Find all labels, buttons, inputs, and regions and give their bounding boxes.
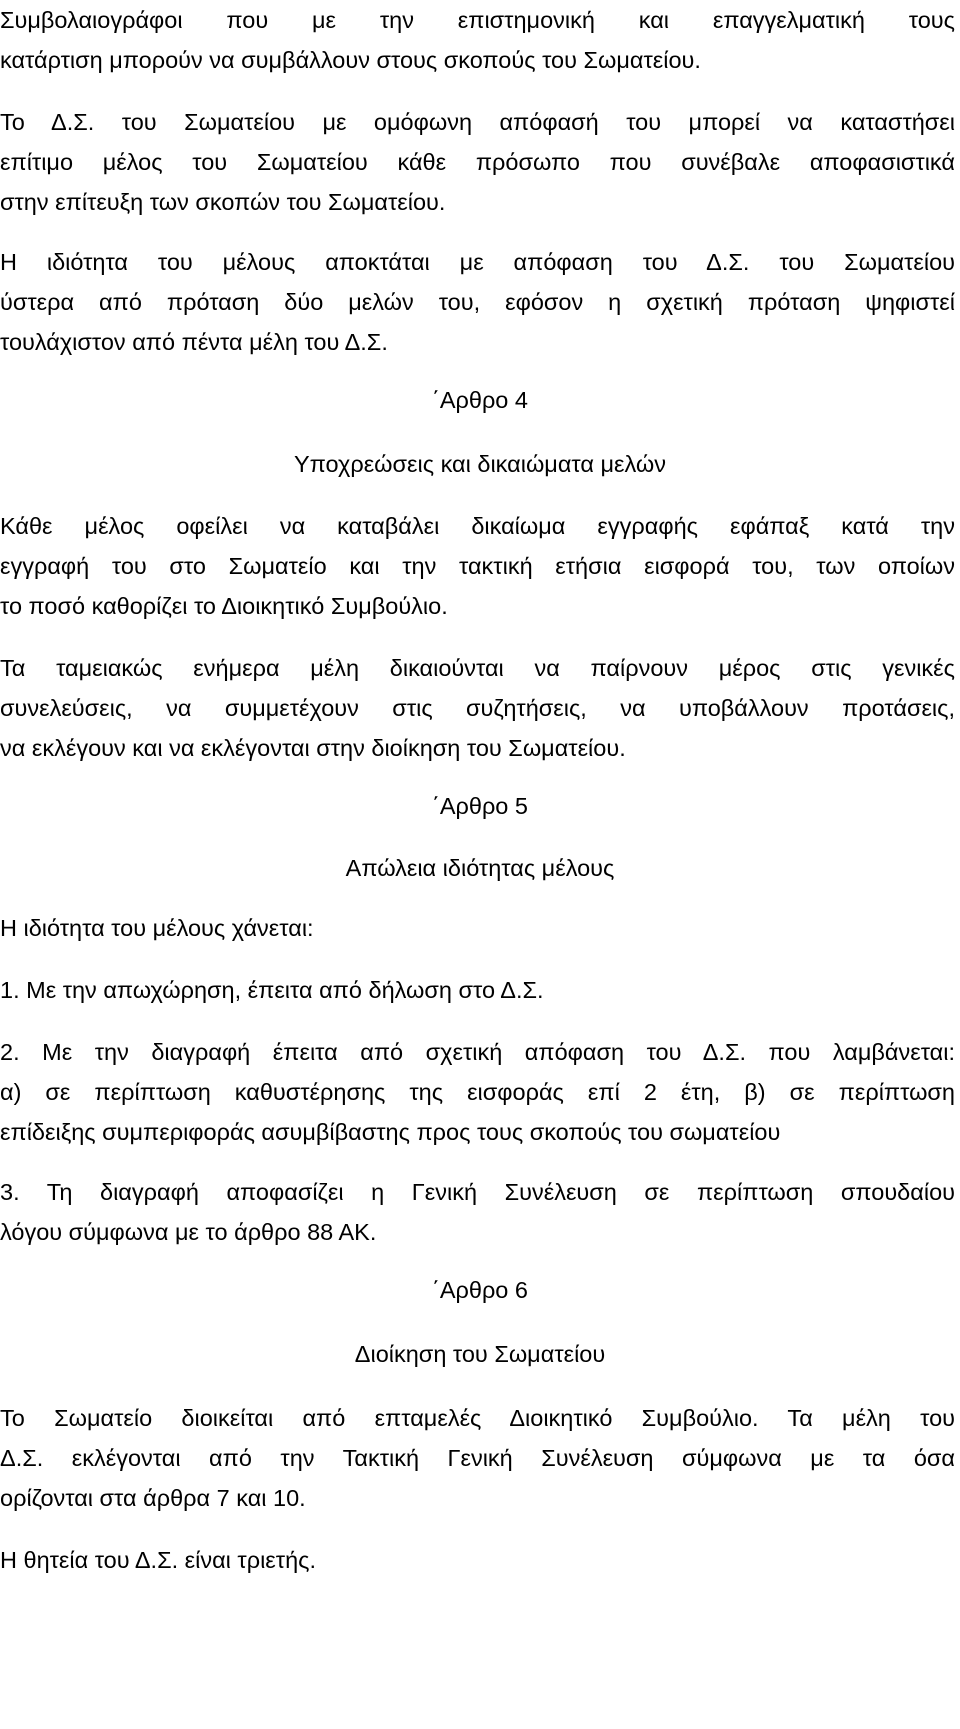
article-title: Απώλεια ιδιότητας μέλους (345, 855, 615, 881)
paragraph-line: Τα ταμειακώς ενήμερα μέλη δικαιούνται να παίρνουν μέρος στις γενικές (0, 655, 955, 681)
paragraph-line: Το Δ.Σ. του Σωματείου με ομόφωνη απόφασή του μπορεί να καταστήσει (0, 109, 955, 135)
paragraph-line: να εκλέγουν και να εκλέγονται στην διοίκηση του Σωματείου. (0, 735, 626, 761)
paragraph-line: Η ιδιότητα του μέλους χάνεται: (0, 915, 314, 941)
paragraph-line: Το Σωματείο διοικείται από επταμελές Διοικητικό Συμβούλιο. Τα μέλη του (0, 1405, 955, 1431)
paragraph-line: κατάρτιση μπορούν να συμβάλλουν στους σκοπούς του Σωματείου. (0, 47, 701, 73)
paragraph-line: στην επίτευξη των σκοπών του Σωματείου. (0, 189, 446, 215)
paragraph-line: τουλάχιστον από πέντα μέλη του Δ.Σ. (0, 329, 388, 355)
paragraph-line: Κάθε μέλος οφείλει να καταβάλει δικαίωμα εγγραφής εφάπαξ κατά την (0, 513, 955, 539)
paragraph-line: Δ.Σ. εκλέγονται από την Τακτική Γενική Συνέλευση σύμφωνα με τα όσα (0, 1445, 955, 1471)
list-item-line: α) σε περίπτωση καθυστέρησης της εισφοράς επί 2 έτη, β) σε περίπτωση (0, 1079, 955, 1105)
paragraph-line: Η θητεία του Δ.Σ. είναι τριετής. (0, 1547, 316, 1573)
list-item: 1. Με την απωχώρηση, έπειτα από δήλωση στο Δ.Σ. (0, 977, 544, 1003)
paragraph-line: ορίζονται στα άρθρα 7 και 10. (0, 1485, 306, 1511)
list-item-line: επίδειξης συμπεριφοράς ασυμβίβαστης προς τους σκοπούς του σωματείου (0, 1119, 781, 1145)
paragraph-line: επίτιμο μέλος του Σωματείου κάθε πρόσωπο που συνέβαλε αποφασιστικά (0, 149, 955, 175)
article-heading: ΄Αρθρο 5 (432, 793, 528, 819)
paragraph-line: συνελεύσεις, να συμμετέχουν στις συζητήσεις, να υποβάλλουν προτάσεις, (0, 695, 955, 721)
list-item: 3. Τη διαγραφή αποφασίζει η Γενική Συνέλευση σε περίπτωση σπουδαίου (0, 1179, 955, 1205)
article-heading: ΄Αρθρο 6 (432, 1277, 528, 1303)
paragraph-line: Η ιδιότητα του μέλους αποκτάται με απόφαση του Δ.Σ. του Σωματείου (0, 249, 955, 275)
paragraph-line: Συμβολαιογράφοι που με την επιστημονική και επαγγελματική τους (0, 7, 955, 33)
article-heading: ΄Αρθρο 4 (432, 387, 528, 413)
paragraph-line: το ποσό καθορίζει το Διοικητικό Συμβούλιο. (0, 593, 448, 619)
paragraph-line: εγγραφή του στο Σωματείο και την τακτική ετήσια εισφορά του, των οποίων (0, 553, 955, 579)
article-title: Διοίκηση του Σωματείου (354, 1341, 606, 1367)
list-item: 2. Με την διαγραφή έπειτα από σχετική απόφαση του Δ.Σ. που λαμβάνεται: (0, 1039, 955, 1065)
list-item-line: λόγου σύμφωνα με το άρθρο 88 ΑΚ. (0, 1219, 377, 1245)
article-title: Υποχρεώσεις και δικαιώματα μελών (294, 451, 666, 477)
paragraph-line: ύστερα από πρόταση δύο μελών του, εφόσον η σχετική πρόταση ψηφιστεί (0, 289, 955, 315)
